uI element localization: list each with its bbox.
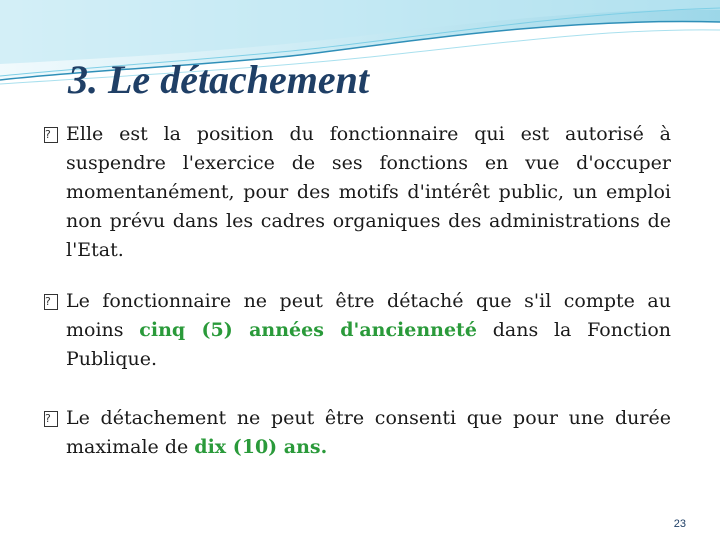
unknown-glyph-icon: ? [44, 127, 58, 143]
highlight-text: dix (10) ans. [194, 436, 328, 458]
slide-body [44, 120, 671, 462]
page-number: 23 [673, 518, 686, 530]
paragraph-text: Le fonctionnaire ne peut être détaché que s'il compte au moins [66, 290, 671, 341]
unknown-glyph-icon: ? [44, 411, 58, 427]
paragraph-anciennete [44, 287, 671, 374]
paragraph-text: Elle est la position du fonctionnaire qui est autorisé à suspendre l'exercice de ses fonctions en vue d'occuper momentanément, pour des motifs d'intérêt public, un emploi non prévu dans les cadres organiques des administrations de l'Etat. [66, 123, 671, 261]
unknown-glyph-icon: ? [44, 294, 58, 310]
paragraph-text: Le détachement ne peut être consenti que pour une durée maximale de [66, 407, 671, 458]
paragraph-definition [44, 120, 671, 265]
highlight-text: cinq (5) années d'ancienneté [139, 319, 477, 341]
paragraph-duree [44, 404, 671, 462]
paragraph-text: dans la Fonction Publique. [66, 319, 671, 370]
slide-title: 3. Le détachement [68, 57, 370, 102]
